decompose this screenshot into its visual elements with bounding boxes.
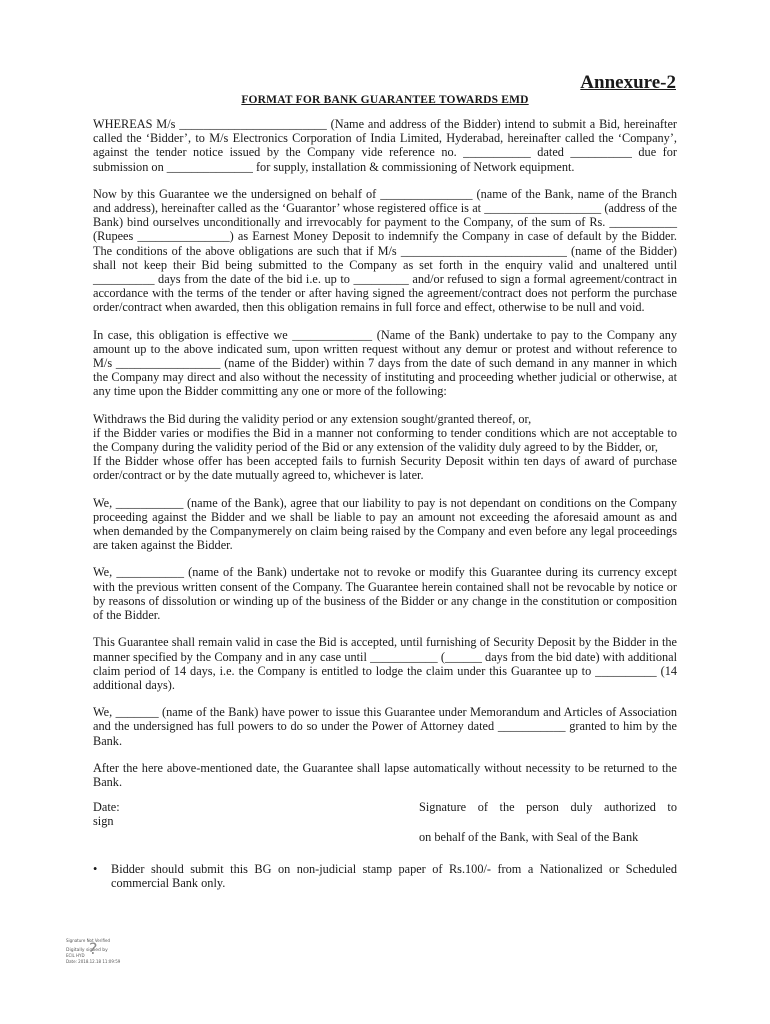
signature-block	[93, 800, 677, 858]
condition-withdraw: Withdraws the Bid during the validity period or any extension sought/granted thereof, or,	[93, 411, 532, 426]
note-bullet	[93, 862, 677, 890]
document-body	[93, 117, 677, 891]
sign-label: sign	[93, 814, 114, 829]
stamp-line-1: Signature Not Verified	[66, 938, 111, 943]
stamp-line-2: Digitally signed by	[66, 948, 108, 953]
paragraph-validity: This Guarantee shall remain valid in case the Bid is accepted, until furnishing of Security Deposit by the Bidder in the manner specified by the Company and in any case until ___________ (______ days from the bid date) with additional claim period of 14 days, i.e. the Company is entitled to lodge the claim under this Guarantee up to __________ (14 additional days).	[93, 635, 677, 692]
paragraph-power: We, _______ (name of the Bank) have power to issue this Guarantee under Memorandum and Articles of Association and the undersigned has full powers to do so under the Power of Attorney dated ___________ granted to him by the Bank.	[93, 705, 677, 748]
signature-line-1: Signature of the person duly authorized to	[419, 800, 677, 815]
paragraph-guarantee-terms: Now by this Guarantee we the undersigned on behalf of _______________ (name of the Bank, name of the Branch and address), hereinafter called as the ‘Guarantor’ whose registered office is at ___________________ (address of the Bank) bind ourselves unconditionally and irrevocably for payment to the Company, of the sum of Rs. ___________ (Rupees _______________) as Earnest Money Deposit to indemnify the Company in case of default by the Bidder. The conditions of the above obligations are such that if M/s ___________________________ (name of the Bidder) shall not keep their Bid being submitted to the Company as set forth in the enquiry valid and unaltered until __________ days from the date of the bid i.e. up to _________ and/or refused to sign a formal agreement/contract in accordance with the terms of the tender or after having signed the agreement/contract does not perform the purchase order/contract when awarded, then this obligation remains in full force and effect, otherwise to be null and void.	[93, 186, 677, 315]
stamp-line-4: Date: 2018.12.18 11:09:59	[66, 959, 121, 964]
condition-security-deposit: If the Bidder whose offer has been accepted fails to furnish Security Deposit within ten days of award of purchase order/contract or by the date mutually agreed to, whichever is later.	[93, 454, 677, 483]
document-title: FORMAT FOR BANK GUARANTEE TOWARDS EMD	[241, 94, 529, 106]
stamp-line-3: ECIL HYD	[66, 953, 85, 958]
paragraph-lapse: After the here above-mentioned date, the Guarantee shall lapse automatically without necessity to be returned to the Bank.	[93, 760, 677, 789]
paragraph-whereas: WHEREAS M/s ________________________ (Name and address of the Bidder) intend to submit a Bid, hereinafter called the ‘Bidder’, to M/s Electronics Corporation of India Limited, Hyderabad, hereinafter called the ‘Company’, against the tender notice issued by the Company vide reference no. ___________ dated __________ due for submission on ______________ for supply, installation & commissioning of Network equipment.	[93, 117, 677, 174]
bullet-icon: •	[93, 862, 98, 877]
date-label: Date:	[93, 800, 120, 815]
annexure-heading: Annexure-2	[580, 72, 676, 93]
condition-modify: if the Bidder varies or modifies the Bid in a manner not conforming to tender conditions which are not acceptable to the Company during the validity period of the Bid or any extension of the validity duly agreed to by the Bidder, or,	[93, 425, 677, 455]
paragraph-liability: We, ___________ (name of the Bank), agree that our liability to pay is not dependant on conditions on the Company proceeding against the Bidder and we shall be liable to pay an amount not exceeding the aforesaid amount as and when demanded by the Companymerely on claim being raised by the Company and even before any legal proceedings are taken against the Bidder.	[93, 495, 677, 553]
digital-signature-stamp	[66, 938, 146, 972]
svg-text:?: ?	[89, 939, 98, 957]
paragraph-obligation: In case, this obligation is effective we _____________ (Name of the Bank) undertake to pay to the Company any amount up to the above indicated sum, upon written request without any demur or protest and without reference to M/s _________________ (name of the Bidder) within 7 days from the date of such demand in any manner in which the Company may direct and also without the necessity of instituting and proceeding whether judicial or otherwise, at any time upon the Bidder committing any one or more of the following:	[93, 327, 677, 399]
paragraph-no-revoke: We, ___________ (name of the Bank) undertake not to revoke or modify this Guarantee during its currency except with the previous written consent of the Company. The Guarantee herein contained shall not be revocable by notice or by reasons of dissolution or winding up of the business of the Bidder or any change in the constitution or composition of the Bidder.	[93, 565, 677, 623]
signature-line-2: on behalf of the Bank, with Seal of the Bank	[419, 830, 639, 845]
note-text: Bidder should submit this BG on non-judicial stamp paper of Rs.100/- from a Nationalized or Scheduled commercial Bank only.	[111, 862, 677, 891]
date-sign-labels	[93, 800, 233, 828]
